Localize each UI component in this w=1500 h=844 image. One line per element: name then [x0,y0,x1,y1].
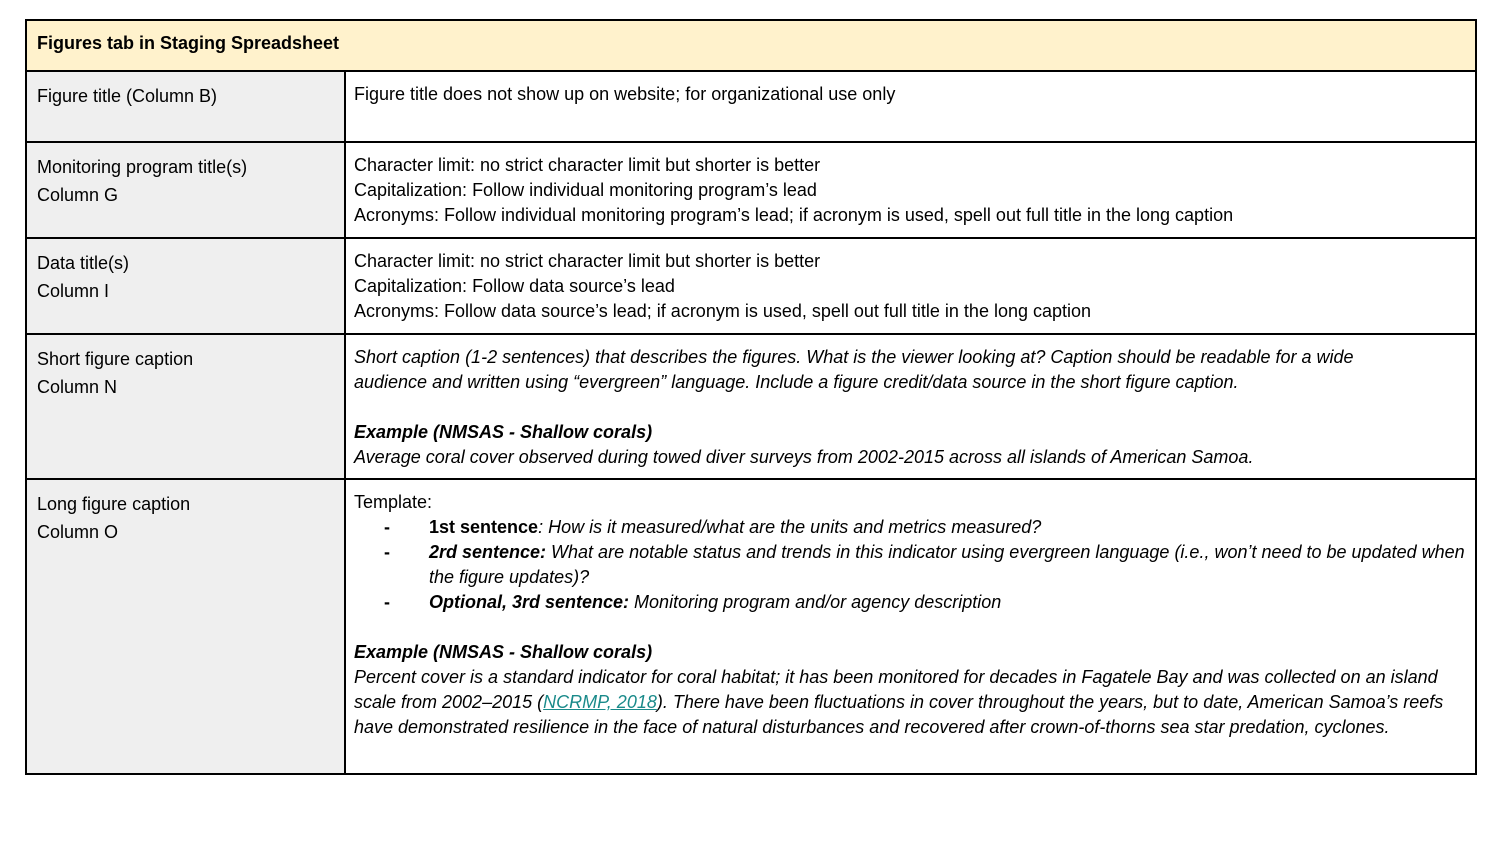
row-label [27,72,346,141]
row-label [27,239,346,333]
template-label: Template: [354,492,433,512]
content-line: Character limit: no strict character limit but shorter is better [354,155,821,175]
bullet-dash: - [384,542,390,562]
bullet-bold: 1st sentence [429,517,539,537]
row-label-text: Figure title (Column B) [37,86,218,106]
content-line: Figure title does not show up on website; for organizational use only [354,84,896,104]
content-line: Capitalization: Follow data source’s lead [354,276,675,296]
list-item [354,540,1467,590]
row-content [346,72,1475,141]
row-label-column: Column I [37,281,110,301]
row-label-column: Column N [37,377,118,397]
style-guide-table [25,19,1477,775]
row-content [346,143,1475,237]
row-content [346,480,1475,773]
row-content [346,239,1475,333]
bullet-dash: - [384,517,390,537]
table-header: Figures tab in Staging Spreadsheet [27,21,1475,70]
content-line: Capitalization: Follow individual monitoring program’s lead [354,180,817,200]
row-label-text: Monitoring program title(s) [37,157,248,177]
bullet-dash: - [384,592,390,612]
caption-guidance: audience and written using “evergreen” language. Include a figure credit/data source in the short figure caption. [354,372,1239,392]
table-row-data-title [27,237,1475,333]
table-row-figure-title [27,70,1475,141]
citation-link[interactable]: NCRMP, 2018 [543,692,657,712]
table-row-monitoring-program [27,141,1475,237]
table-row-long-caption [27,478,1475,773]
row-label-column: Column O [37,522,119,542]
content-line: Acronyms: Follow individual monitoring program’s lead; if acronym is used, spell out full title in the long caption [354,205,1234,225]
example-text-post: ). There have been fluctuations in cover throughout the years, but to date, American Samoa’s reefs have demonstrated resilience in the face of natural disturbances and recovered after crown-of-thorns sea star predation, cyclones. [354,692,1444,737]
row-label-column: Column G [37,185,119,205]
row-label-text: Long figure caption [37,494,191,514]
row-label [27,480,346,773]
list-item [354,590,1467,615]
bullet-text: Monitoring program and/or agency description [629,592,1002,612]
bullet-text: What are notable status and trends in this indicator using evergreen language (i.e., won’t need to be updated when the figure updates)? [429,542,1465,587]
example-text [354,665,1467,740]
table-row-short-caption [27,333,1475,478]
row-label-text: Data title(s) [37,253,130,273]
example-text: Average coral cover observed during towed diver surveys from 2002-2015 across all islands of American Samoa. [354,447,1254,467]
list-item [354,515,1467,540]
bullet-bold: Optional, 3rd sentence: [429,592,630,612]
example-text-pre: Percent cover is a standard indicator for coral habitat; it has been monitored for decades in Fagatele Bay and was collected on an island scale from 2002–2015 ( [354,667,1438,712]
example-heading: Example (NMSAS - Shallow corals) [354,422,653,442]
row-content [346,335,1475,478]
row-label [27,335,346,478]
content-line: Character limit: no strict character limit but shorter is better [354,251,821,271]
example-heading: Example (NMSAS - Shallow corals) [354,642,653,662]
content-line: Acronyms: Follow data source’s lead; if acronym is used, spell out full title in the long caption [354,301,1092,321]
row-label-text: Short figure caption [37,349,194,369]
caption-guidance: Short caption (1-2 sentences) that describes the figures. What is the viewer looking at? Caption should be readable for a wide [354,347,1354,367]
row-label [27,143,346,237]
bullet-text: : How is it measured/what are the units and metrics measured? [538,517,1042,537]
bullet-bold: 2rd sentence: [429,542,547,562]
